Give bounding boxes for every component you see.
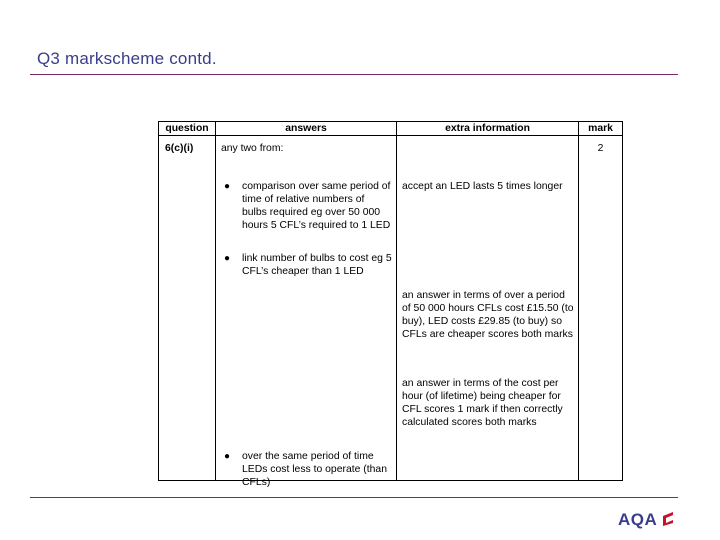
header-mark: mark [579,122,623,136]
extra-info-text: an answer in terms of over a period of 50 000 hours CFLs cost £15.50 (to buy), LED costs £29.85 (to buy) so CFLs are cheaper scores both marks [402,290,574,340]
question-cell [159,136,216,481]
answers-intro: any two from: [221,143,284,154]
header-answers: answers [216,122,397,136]
header-extra-information: extra information [397,122,579,136]
extra-information-cell [397,136,579,481]
title-divider [30,74,678,75]
table-header-row [159,122,623,136]
answer-bullet [224,252,392,278]
answer-bullet-text: comparison over same period of time of relative numbers of bulbs required eg over 50 000 hours 5 CFL’s required to 1 LED [242,181,391,231]
bullet-icon: ● [224,253,231,264]
question-number: 6(c)(i) [165,143,194,154]
mark-cell [579,136,623,481]
bullet-icon: ● [224,451,231,462]
answer-bullet [224,450,392,489]
bullet-icon: ● [224,181,231,192]
extra-info-text: an answer in terms of the cost per hour (of lifetime) being cheaper for CFL scores 1 mark if then correctly calculated scores both marks [402,378,563,428]
table-row [159,136,623,481]
extra-info-text: accept an LED lasts 5 times longer [402,181,563,192]
header-question: question [159,122,216,136]
answer-bullet-text: over the same period of time LEDs cost less to operate (than CFLs) [242,451,387,488]
answer-bullet-text: link number of bulbs to cost eg 5 CFL’s cheaper than 1 LED [242,253,392,277]
aqa-logo-mark-icon [662,511,676,527]
answer-bullet [224,180,392,232]
footer-divider [30,497,678,498]
markscheme-table [158,121,623,488]
aqa-logo [618,510,657,530]
mark-value: 2 [597,143,604,154]
logo-text: AQA [618,510,658,529]
answers-cell [216,136,397,488]
slide-title: Q3 markscheme contd. [37,49,217,68]
